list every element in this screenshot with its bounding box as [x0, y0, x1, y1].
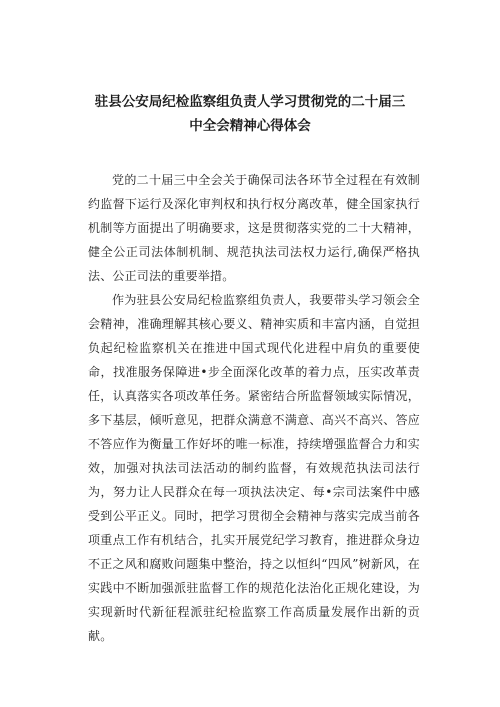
document-body	[88, 168, 420, 648]
title-line-1: 驻县公安局纪检监察组负责人学习贯彻党的二十届三	[94, 94, 406, 110]
title-line-2: 中全会精神心得体会	[189, 118, 311, 134]
document-title	[60, 90, 440, 138]
paragraph-2: 作为驻县公安局纪检监察组负责人，我要带头学习领会全会精神，准确理解其核心要义、精神实质和丰富内涵，自觉担负起纪检监察机关在推进中国式现代化进程中肩负的重要使命，找准服务保障进•步全面深化改革的着力点，压实改革责任，认真落实各项改革任务。紧密结合所监督领域实际情况，多下基层，倾听意见，把群众满意不满意、高兴不高兴、答应不答应作为衡量工作好坏的唯一标准，持续增强监督合力和实效，加强对执法司法活动的制约监督，有效规范执法司法行为，努力让人民群众在每一项执法决定、每•宗司法案件中感受到公平正义。同时，把学习贯彻全会精神与落实完成当前各项重点工作有机结合，扎实开展党纪学习教育，推进群众身边不正之风和腐败问题集中整治，持之以恒纠“四风”树新风，在实践中不断加强派驻监督工作的规范化法治化正规化建设，为实现新时代新征程派驻纪检监察工作高质量发展作出新的贡献。	[88, 293, 420, 643]
paragraph-1: 党的二十届三中全会关于确保司法各环节全过程在有效制约监督下运行及深化审判权和执行权分离改革，健全国家执行机制等方面提出了明确要求，这是贯彻落实党的二十大精神，健全公正司法体制机制、规范执法司法权力运行,确保严格执法、公正司法的重要举措。	[88, 173, 420, 283]
